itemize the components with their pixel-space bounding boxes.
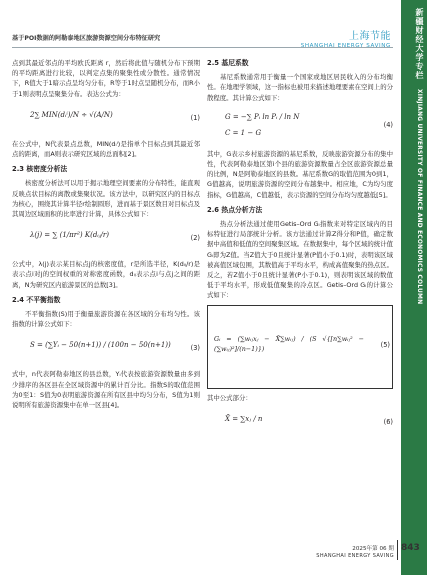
- equation-3-number: (3): [190, 344, 200, 353]
- side-band-en: XINJIANG UNIVERSITY OF FINANCE AND ECONOMICS COLUMN: [416, 89, 422, 305]
- equation-6: [207, 406, 393, 440]
- right-column: [207, 58, 393, 443]
- paragraph-imbalance: 不平衡指数(S)用于衡量旅游资源在各区域的分布均匀性。该指数的计算公式如下：: [12, 310, 200, 329]
- equation-4: [207, 106, 393, 146]
- equation-4a-body: G = −∑ Pᵢ ln Pᵢ / ln N: [225, 112, 300, 121]
- left-column: [12, 58, 200, 410]
- footer-journal-en: SHANGHAI ENERGY SAVING: [316, 553, 394, 559]
- equation-5-number: (5): [380, 340, 390, 349]
- article-title: 基于POI数据的阿勒泰地区旅游资源空间分布特征研究: [12, 35, 161, 42]
- equation-6-number: (6): [383, 417, 393, 426]
- journal-masthead: [301, 27, 391, 49]
- side-band-cn: 新疆财经大学专栏: [415, 8, 424, 80]
- footer-year-issue: 2025年第 06 期: [352, 546, 394, 552]
- heading-2-4: 2.4 不平衡指数: [12, 295, 61, 304]
- heading-2-6: 2.6 热点分析方法: [207, 205, 263, 214]
- paragraph-gini: 基尼系数通常用于衡量一个国家或地区居民收入的分布均衡性。在地理学领域，这一指标也被用来描述地理要素在空间上的分散程度。其计算公式如下：: [207, 73, 393, 102]
- paragraph-kernel-density: 核密度分析法可以用于揭示地理空间要素的分布特性，能直观反映点状目标的离散或集聚状况。该方法中，以研究区内的目标点为核心，围绕其计算半径r绘制圆形，进而基于景区数目对目标点及其周边区域面积的比率进行计算，具体公式如下：: [12, 179, 200, 219]
- equation-2-body: λ(j) = ∑ (1/πr²) K(dᵢⱼ/r): [30, 231, 109, 240]
- side-band-text: [403, 8, 425, 305]
- footer-issue-info: [300, 544, 394, 559]
- paragraph-eq2-explain: 公式中，λ(j)表示某目标点j的核密度值，r是所选半径，K(dᵢⱼ/r)是表示点i对j的空间权重的对称密度函数，dᵢⱼ表示点i与点j之间的距离，N为研究区内旅游景区的总数[3]。: [12, 260, 200, 289]
- heading-2-3: 2.3 核密度分析法: [12, 165, 68, 174]
- paragraph-eq4-explain: 其中，G表示乡村旅游资源的基尼系数，反映旅游资源分布的集中性，代表阿勒泰地区第i个县的旅游资源数量占全区旅游资源总量的比例，N是阿勒泰地区的县数。基尼系数G的取值范围为0到1，G值越高，说明旅游资源的空间分布越集中。相应地，C为均匀度指标，G值越高，C值越低，表示资源的空间分布均匀度越低[5]。: [207, 149, 393, 199]
- equation-1-body: 2∑ MIN(dᵢⁱ)/N ÷ √(A/N): [30, 110, 113, 119]
- paragraph-eq3-explain: 式中，n代表阿勒泰地区的县总数，Yᵢ代表按旅游资源数量由多到少排序的各区县在全区域资源中的累计百分比。指数S的取值范围为0至1：S值为0表明旅游资源在所有区县中均匀分布，S值为1则说明所有旅游资源集中在单一区县[4]。: [12, 370, 200, 410]
- equation-5-body: Gᵢ = (∑wᵢⱼxⱼ − X̄∑wᵢⱼ) / (S √{[n∑wᵢⱼ² − (∑wᵢⱼ)²]/(n−1)}): [214, 334, 364, 353]
- paragraph-nearest-neighbor: 点到其最近邻点的平均欧氏距离 r，然后将此值与随机分布下预期的平均距离进行比较，以判定点集的聚集性或分散性。通常情况下，R值大于1暗示点呈均匀分布，R等于1时点呈随机分布，而R小于1则表明点呈聚集分布。表达公式为：: [12, 59, 200, 98]
- header-divider: [12, 47, 393, 48]
- heading-2-5: 2.5 基尼系数: [207, 59, 249, 67]
- equation-3: [12, 332, 200, 366]
- equation-2: [12, 222, 200, 256]
- paragraph-eq5-explain: 其中公式部分：: [207, 393, 252, 402]
- equation-1-number: (1): [190, 113, 200, 122]
- journal-name-cn: 上海节能: [349, 31, 391, 42]
- equation-6-body: X̄ = ∑xⱼ / n: [225, 414, 263, 423]
- equation-2-number: (2): [190, 234, 200, 243]
- equation-3-body: S = (∑Yᵢ − 50(n+1)) / (100n − 50(n+1)): [30, 341, 171, 350]
- paragraph-eq1-explain: 在公式中，N代表景点总数，MIN(dᵢⁱ)是指单个目标点到其最近邻点的距离，而A则表示研究区域的总面积[2]。: [12, 139, 200, 159]
- journal-name-en: SHANGHAI ENERGY SAVING: [300, 43, 391, 49]
- equation-5: [208, 306, 392, 386]
- equation-5-box: [207, 305, 393, 389]
- footer-divider: [397, 540, 398, 560]
- equation-1: [12, 102, 200, 136]
- equation-4-number: (4): [383, 120, 393, 129]
- equation-4b-body: C = 1 − G: [225, 128, 262, 137]
- page-number: 843: [401, 543, 420, 553]
- paragraph-hotspot: 热点分析法通过使用Getis–Ord Gᵢ指数来对特定区域内的目标特征进行局部统计分析。该方法通过计算Z得分和P值，确定数据中高值和低值的空间聚集区域。在数据集中，每个区域的统计值Gᵢ即为Z值。当Z值大于0且统计显著(P值小于0.1)时，表明该区域被高值区域包围，其数值高于平均水平，构成高值聚集的热点区。反之，若Z值小于0且统计显著(P小于0.1)，则表明该区域的数值低于平均水平，形成低值聚集的冷点区。Getis–Ord Gᵢ的计算公式如下：: [207, 220, 393, 300]
